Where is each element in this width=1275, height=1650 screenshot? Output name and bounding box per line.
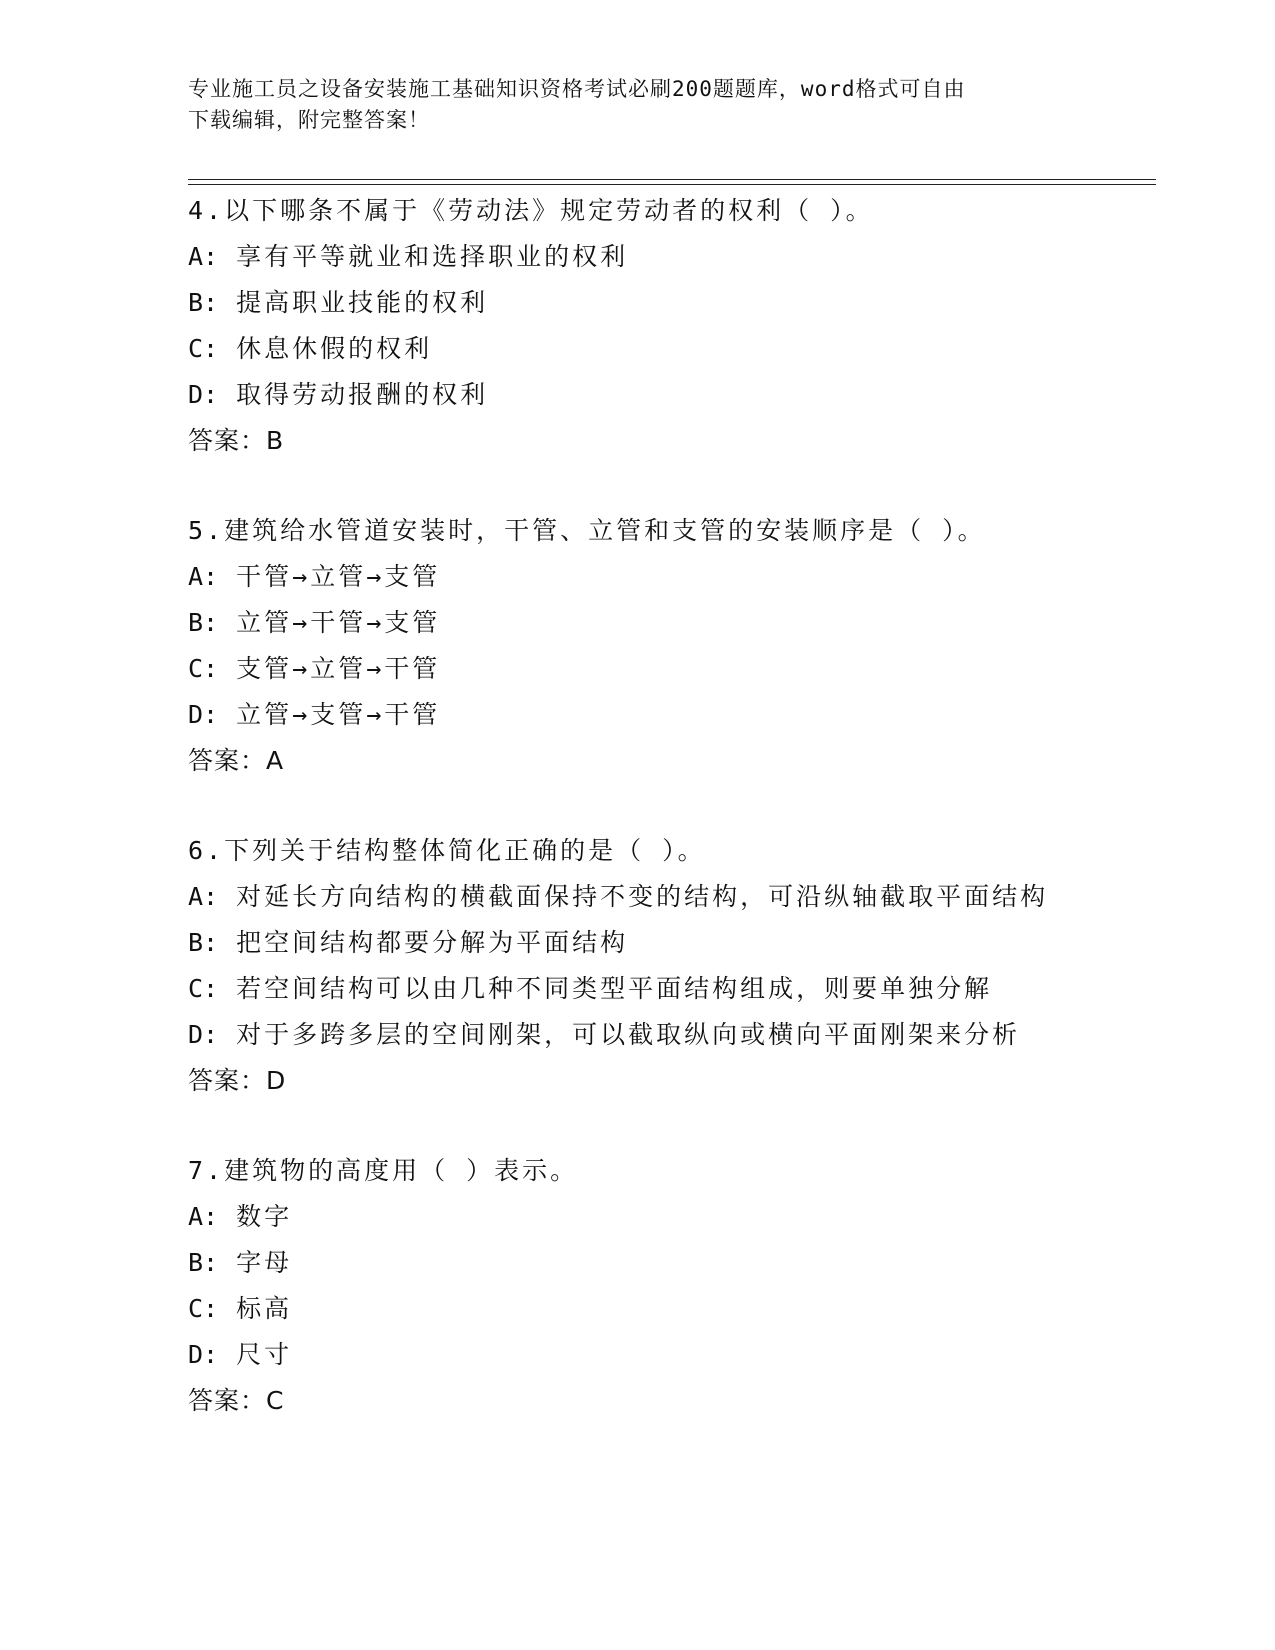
option-b [188, 1240, 1148, 1286]
option-text: 对延长方向结构的横截面保持不变的结构，可沿纵轴截取平面结构 [236, 882, 1049, 911]
option-text: 对于多跨多层的空间刚架，可以截取纵向或横向平面刚架来分析 [236, 1020, 1021, 1049]
option-letter: D: [188, 380, 219, 409]
option-a [188, 874, 1148, 920]
option-b [188, 600, 1148, 646]
option-letter: C: [188, 334, 219, 363]
option-c [188, 646, 1148, 692]
option-text: 立管→干管→支管 [236, 608, 441, 637]
answer-line: 答案：B [188, 426, 285, 455]
option-text: 字母 [236, 1248, 293, 1277]
option-letter: A: [188, 1202, 219, 1231]
option-text: 标高 [236, 1294, 293, 1323]
option-text: 提高职业技能的权利 [236, 288, 489, 317]
option-letter: C: [188, 1294, 219, 1323]
question-stem: 5.建筑给水管道安装时，干管、立管和支管的安装顺序是（ ）。 [188, 516, 986, 545]
question-stem: 4.以下哪条不属于《劳动法》规定劳动者的权利（ ）。 [188, 196, 874, 225]
option-text: 立管→支管→干管 [236, 700, 441, 729]
option-c [188, 966, 1148, 1012]
option-text: 数字 [236, 1202, 293, 1231]
option-text: 干管→立管→支管 [236, 562, 441, 591]
question-4 [188, 188, 1148, 464]
option-letter: D: [188, 700, 219, 729]
option-letter: A: [188, 882, 219, 911]
option-letter: C: [188, 974, 219, 1003]
header-line-1: 专业施工员之设备安装施工基础知识资格考试必刷200题题库，word格式可自由 [188, 77, 966, 101]
document-header [188, 74, 1068, 136]
option-text: 休息休假的权利 [236, 334, 433, 363]
question-5 [188, 508, 1148, 784]
option-text: 尺寸 [236, 1340, 293, 1369]
option-letter: D: [188, 1020, 219, 1049]
header-rule-bottom [188, 184, 1156, 185]
option-c [188, 1286, 1148, 1332]
header-line-2: 下载编辑，附完整答案！ [188, 108, 430, 132]
option-d [188, 1332, 1148, 1378]
option-letter: C: [188, 654, 219, 683]
header-rule-top [188, 179, 1156, 180]
option-letter: B: [188, 1248, 219, 1277]
option-letter: D: [188, 1340, 219, 1369]
option-letter: A: [188, 562, 219, 591]
option-a [188, 554, 1148, 600]
option-text: 享有平等就业和选择职业的权利 [236, 242, 629, 271]
question-7 [188, 1148, 1148, 1424]
option-d [188, 372, 1148, 418]
option-text: 若空间结构可以由几种不同类型平面结构组成，则要单独分解 [236, 974, 993, 1003]
option-a [188, 234, 1148, 280]
option-c [188, 326, 1148, 372]
option-a [188, 1194, 1148, 1240]
question-list [188, 188, 1148, 1468]
question-stem: 6.下列关于结构整体简化正确的是（ ）。 [188, 836, 706, 865]
answer-line: 答案：A [188, 746, 285, 775]
answer-line: 答案：D [188, 1066, 287, 1095]
option-d [188, 1012, 1148, 1058]
option-b [188, 280, 1148, 326]
option-letter: B: [188, 928, 219, 957]
option-letter: A: [188, 242, 219, 271]
option-letter: B: [188, 288, 219, 317]
option-letter: B: [188, 608, 219, 637]
option-b [188, 920, 1148, 966]
question-stem: 7.建筑物的高度用（ ）表示。 [188, 1156, 579, 1185]
answer-line: 答案：C [188, 1386, 285, 1415]
option-text: 取得劳动报酬的权利 [236, 380, 489, 409]
question-6 [188, 828, 1148, 1104]
option-d [188, 692, 1148, 738]
option-text: 把空间结构都要分解为平面结构 [236, 928, 629, 957]
option-text: 支管→立管→干管 [236, 654, 441, 683]
